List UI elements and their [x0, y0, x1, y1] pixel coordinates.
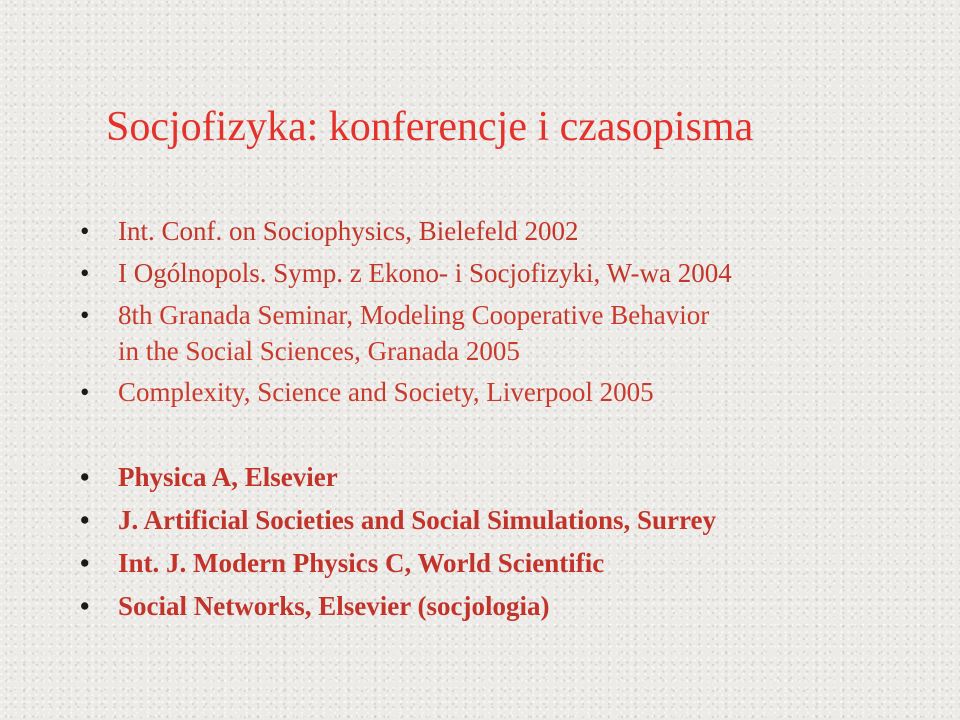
list-item [80, 542, 716, 585]
list-item [80, 585, 716, 628]
bullet-icon: • [80, 591, 90, 621]
bullet-icon: • [80, 548, 90, 578]
conference-item-text: Complexity, Science and Society, Liverpool 2005 [118, 377, 654, 407]
bullet-icon: • [80, 377, 90, 407]
list-item [80, 210, 732, 252]
bullet-icon: • [80, 216, 90, 246]
journal-list [80, 456, 716, 628]
list-item [80, 456, 716, 499]
conference-list [80, 210, 732, 412]
bullet-icon: • [80, 300, 90, 330]
journal-item-text: Int. J. Modern Physics C, World Scientific [118, 548, 605, 578]
conference-item-text: Int. Conf. on Sociophysics, Bielefeld 2002 [118, 216, 579, 246]
list-item [80, 252, 732, 294]
journal-item-text: Physica A, Elsevier [118, 462, 338, 492]
bullet-icon: • [80, 462, 90, 492]
conference-item-text-continued: in the Social Sciences, Granada 2005 [118, 336, 520, 366]
list-item [80, 294, 732, 371]
conference-item-text: 8th Granada Seminar, Modeling Cooperative Behavior [118, 300, 710, 330]
list-item [80, 371, 732, 412]
journal-item-text: J. Artificial Societies and Social Simulations, Surrey [118, 505, 717, 535]
journal-item-text: Social Networks, Elsevier (socjologia) [118, 591, 550, 621]
slide-title: Socjofizyka: konferencje i czasopisma [106, 104, 754, 150]
bullet-icon: • [80, 258, 90, 288]
bullet-icon: • [80, 505, 90, 535]
conference-item-text: I Ogólnopols. Symp. z Ekono- i Socjofizyki, W-wa 2004 [118, 258, 732, 288]
list-item [80, 499, 716, 542]
